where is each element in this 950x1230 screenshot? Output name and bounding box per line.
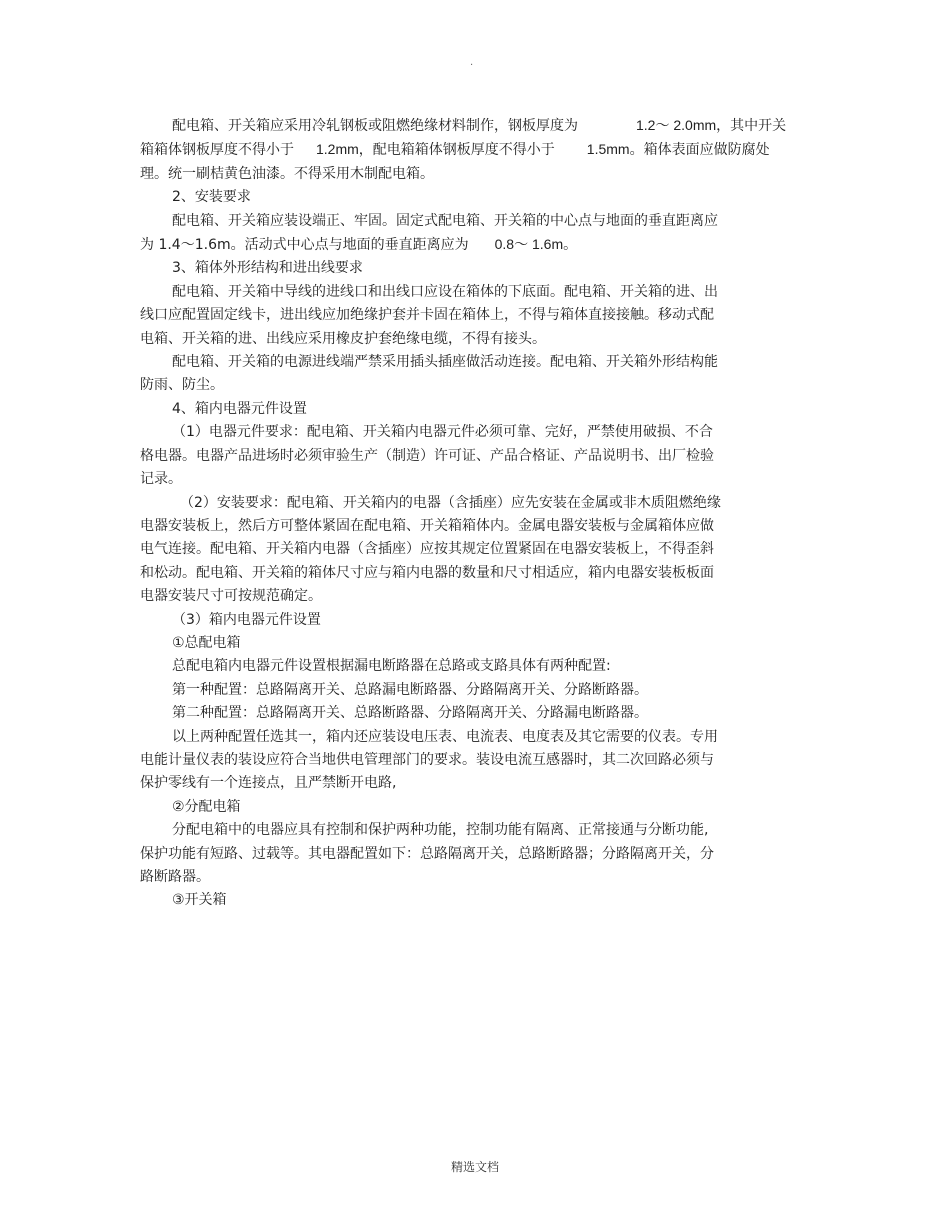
paragraph-line: 分配电箱中的电器应具有控制和保护两种功能，控制功能有隔离、正常接通与分断功能, [172,822,709,839]
section-heading: 4、箱内电器元件设置 [172,400,307,417]
paragraph-line: 箱箱体钢板厚度不得小于 1.2mm，配电箱箱体钢板厚度不得小于 1.5mm。箱体表面应做防腐处 [140,141,770,159]
paragraph-line: 记录。 [140,471,182,488]
paragraph-line: 保护零线有一个连接点，且严禁断开电路, [140,775,397,792]
section-heading: 2、安装要求 [172,189,251,206]
page-footer: 精选文档 [450,1160,499,1174]
section-heading: 3、箱体外形结构和进出线要求 [172,260,363,277]
paragraph-line: 第二种配置：总路隔离开关、总路断路器、分路隔离开关、分路漏电断路器。 [172,705,648,722]
paragraph-line: 保护功能有短路、过载等。其电器配置如下：总路隔离开关，总路断路器；分路隔离开关，分 [140,845,714,862]
paragraph-line: 理。统一刷桔黄色油漆。不得采用木制配电箱。 [140,165,434,182]
paragraph-line: （1）电器元件要求：配电箱、开关箱内电器元件必须可靠、完好，严禁使用破损、不合 [172,424,713,441]
paragraph-line: 和松动。配电箱、开关箱的箱体尺寸应与箱内电器的数量和尺寸相适应，箱内电器安装板板面 [140,564,714,581]
paragraph-line: 电箱、开关箱的进、出线应采用橡皮护套绝缘电缆，不得有接头。 [140,330,546,347]
paragraph-line: 以上两种配置任选其一，箱内还应装设电压表、电流表、电度表及其它需要的仪表。专用 [172,728,718,745]
paragraph-line: （2）安装要求：配电箱、开关箱内的电器（含插座）应先安装在金属或非木质阻燃绝缘 [180,494,721,511]
paragraph-line: 配电箱、开关箱中导线的进线口和出线口应设在箱体的下底面。配电箱、开关箱的进、出 [172,283,718,300]
paragraph-line: 电气连接。配电箱、开关箱内电器（含插座）应按其规定位置紧固在电器安装板上，不得歪斜 [140,541,714,558]
paragraph-line: 防雨、防尘。 [140,377,224,394]
paragraph-line: 电器安装板上，然后方可整体紧固在配电箱、开关箱箱体内。金属电器安装板与金属箱体应做 [140,517,714,534]
page-top-mark: · [470,60,474,71]
paragraph-line: 总配电箱内电器元件设置根据漏电断路器在总路或支路具体有两种配置: [172,658,611,675]
document-body [140,114,805,913]
paragraph-line: 配电箱、开关箱应采用冷轧钢板或阻燃绝缘材料制作，钢板厚度为 1.2～ 2.0mm，其中开关 [172,117,787,134]
paragraph-line: 路断路器。 [140,869,210,885]
subsection-heading: ①总配电箱 [172,634,241,651]
paragraph-line: 电能计量仪表的装设应符合当地供电管理部门的要求。装设电流互感器时，其二次回路必须与 [140,751,714,768]
paragraph-line: 为 1.4～1.6m。活动式中心点与地面的垂直距离应为 0.8～ 1.6m。 [140,236,578,254]
section-heading: （3）箱内电器元件设置 [172,611,321,628]
paragraph-line: 线口应配置固定线卡，进出线应加绝缘护套并卡固在箱体上，不得与箱体直接接触。移动式配 [140,307,714,324]
paragraph-line: 格电器。电器产品进场时必须审验生产（制造）许可证、产品合格证、产品说明书、出厂检验 [140,447,714,464]
subsection-heading: ②分配电箱 [172,798,241,815]
subsection-heading: ③开关箱 [172,892,227,909]
paragraph-line: 配电箱、开关箱的电源进线端严禁采用插头插座做活动连接。配电箱、开关箱外形结构能 [172,354,718,371]
paragraph-line: 电器安装尺寸可按规范确定。 [140,588,322,605]
paragraph-line: 配电箱、开关箱应装设端正、牢固。固定式配电箱、开关箱的中心点与地面的垂直距离应 [172,212,718,229]
paragraph-line: 第一种配置：总路隔离开关、总路漏电断路器、分路隔离开关、分路断路器。 [172,681,648,698]
